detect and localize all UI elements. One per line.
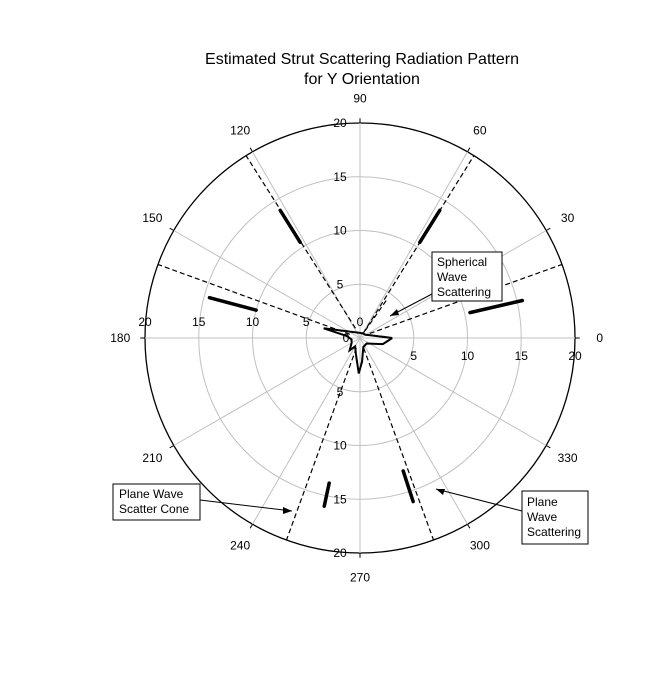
annotation-text: Scattering <box>437 285 492 299</box>
annotation-text: Wave <box>527 510 558 524</box>
radial-tick-label-horizontal: 10 <box>460 349 475 363</box>
angle-label: 330 <box>557 450 578 465</box>
annotation-text: Scatter Cone <box>119 502 190 516</box>
radial-tick-label-horizontal: 0 <box>356 315 364 329</box>
angle-label: 60 <box>473 123 487 138</box>
radial-tick-label-horizontal: 20 <box>138 315 152 329</box>
angle-label: 90 <box>353 91 367 106</box>
annotation-text: Plane Wave <box>119 487 184 501</box>
chart-title-line-2: for Y Orientation <box>304 71 420 88</box>
annotation-text: Scattering <box>527 525 582 539</box>
annotation-text: Plane <box>527 495 558 509</box>
chart-title-line-1: Estimated Strut Scattering Radiation Pattern <box>205 51 519 68</box>
radial-tick-label-horizontal: 15 <box>514 349 528 363</box>
radial-tick-label-horizontal: 10 <box>245 315 260 329</box>
radial-tick-label-vertical: 5 <box>336 384 344 399</box>
angle-label: 150 <box>142 211 163 226</box>
radial-tick-label-vertical: 0 <box>342 331 350 345</box>
radial-tick-label-vertical: 10 <box>333 438 347 453</box>
angle-label: 180 <box>110 331 131 345</box>
angle-label: 30 <box>560 211 575 226</box>
radial-tick-label-horizontal: 20 <box>568 349 582 363</box>
annotation-text: Wave <box>437 270 468 284</box>
radial-tick-label-vertical: 20 <box>333 116 347 130</box>
radial-tick-label-horizontal: 5 <box>302 315 310 329</box>
radial-tick-label-vertical: 10 <box>333 223 347 238</box>
radial-tick-label-horizontal: 15 <box>192 315 206 329</box>
radial-tick-label-vertical: 15 <box>333 492 347 507</box>
radial-tick-label-vertical: 5 <box>336 277 344 292</box>
radial-tick-label-horizontal: 5 <box>410 349 418 363</box>
angle-label: 120 <box>230 123 251 138</box>
radial-tick-label-vertical: 15 <box>333 169 347 184</box>
angle-label: 0 <box>596 331 604 345</box>
angle-label: 240 <box>230 538 251 553</box>
angle-label: 210 <box>142 450 163 465</box>
angle-label: 270 <box>349 570 371 585</box>
radial-tick-label-vertical: 20 <box>333 546 347 560</box>
annotation-text: Spherical <box>437 255 488 269</box>
angle-label: 300 <box>469 538 490 553</box>
